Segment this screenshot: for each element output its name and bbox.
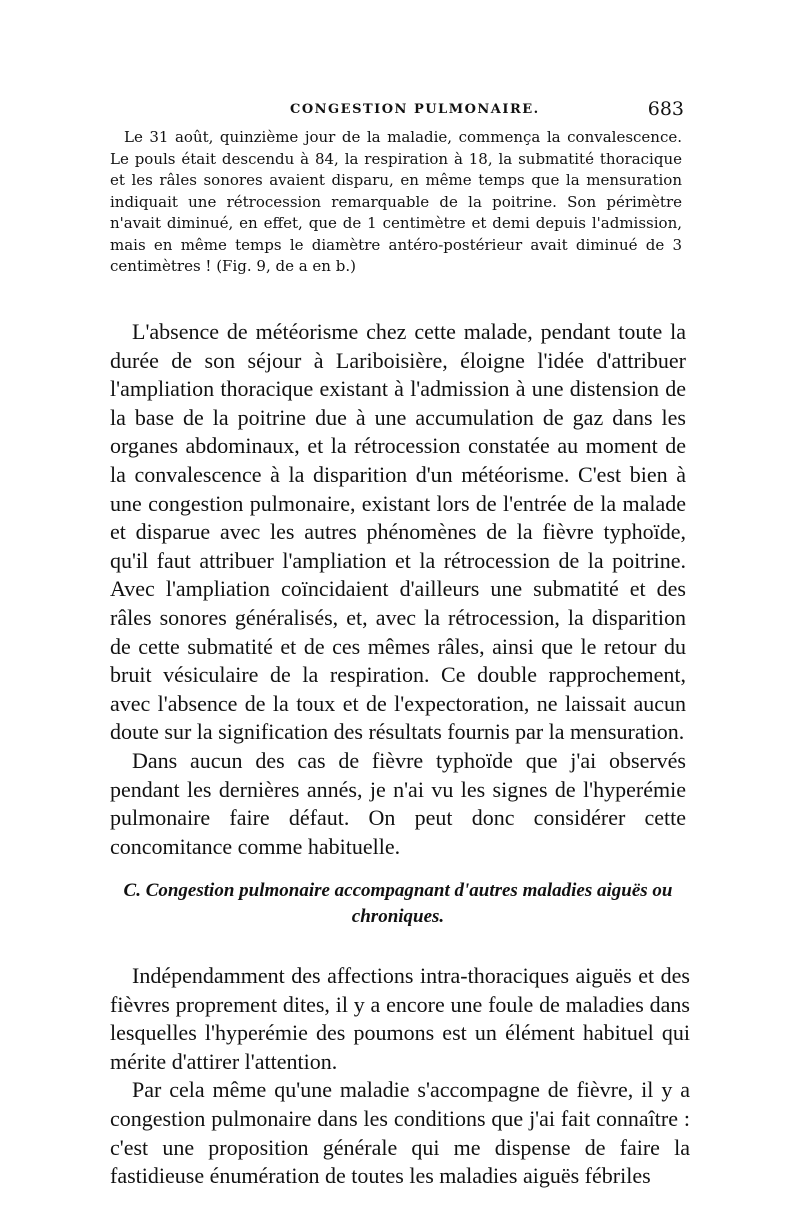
page-number: 683	[647, 98, 684, 120]
running-title: CONGESTION PULMONAIRE.	[290, 102, 540, 117]
paragraph: L'absence de météorisme chez cette malade, pendant toute la durée de son séjour à Lariboisière, éloigne l'idée d'attribuer l'ampliation thoracique existant à l'admission à une distension de la base de la poitrine due à une accumulation de gaz dans les organes abdominaux, et la rétrocession constatée au moment de la convalescence à la disparition d'un météorisme. C'est bien à une congestion pulmonaire, existant lors de l'entrée de la malade et disparue avec les autres phénomènes de la fièvre typhoïde, qu'il faut attribuer l'ampliation et la rétrocession de la poitrine. Avec l'ampliation coïncidaient d'ailleurs une submatité et des râles sonores généralisés, et, avec la rétrocession, la disparition de cette submatité et de ces mêmes râles, ainsi que le retour du bruit vésiculaire de la respiration. Ce double rapprochement, avec l'absence de la toux et de l'expectoration, ne laissait aucun doute sur la signification des résultats fournis par la mensuration.	[110, 319, 686, 745]
paragraph: Le 31 août, quinzième jour de la maladie, commença la convalescence. Le pouls était descendu à 84, la respiration à 18, la submatité thoracique et les râles sonores avaient disparu, en même temps que la mensuration indiquait une rétrocession remarquable de la poitrine. Son périmètre n'avait diminué, en effet, que de 1 centimètre et demi depuis l'admission, mais en même temps le diamètre antéro-postérieur avait diminué de 3 centimètres ! (Fig. 9, de a en b.)	[110, 128, 682, 275]
case-observation-text	[110, 127, 682, 278]
section-heading: C. Congestion pulmonaire accompagnant d'autres maladies aiguës ou chroniques.	[123, 880, 673, 927]
running-head	[110, 98, 684, 124]
paragraph: Par cela même qu'une maladie s'accompagne de fièvre, il y a congestion pulmonaire dans les conditions que j'ai fait connaître : c'est une proposition générale qui me dispense de faire la fastidieuse énumération de toutes les maladies aiguës fébriles	[110, 1077, 690, 1189]
section-text	[110, 962, 690, 1191]
paragraph: Indépendamment des affections intra-thoraciques aiguës et des fièvres proprement dites, il y a encore une foule de maladies dans lesquelles l'hyperémie des poumons est un élément habituel qui mérite d'attirer l'attention.	[110, 963, 690, 1074]
main-text	[110, 318, 686, 861]
paragraph: Dans aucun des cas de fièvre typhoïde que j'ai observés pendant les dernières annés, je n'ai vu les signes de l'hyperémie pulmonaire faire défaut. On peut donc considérer cette concomitance comme habituelle.	[110, 747, 686, 859]
